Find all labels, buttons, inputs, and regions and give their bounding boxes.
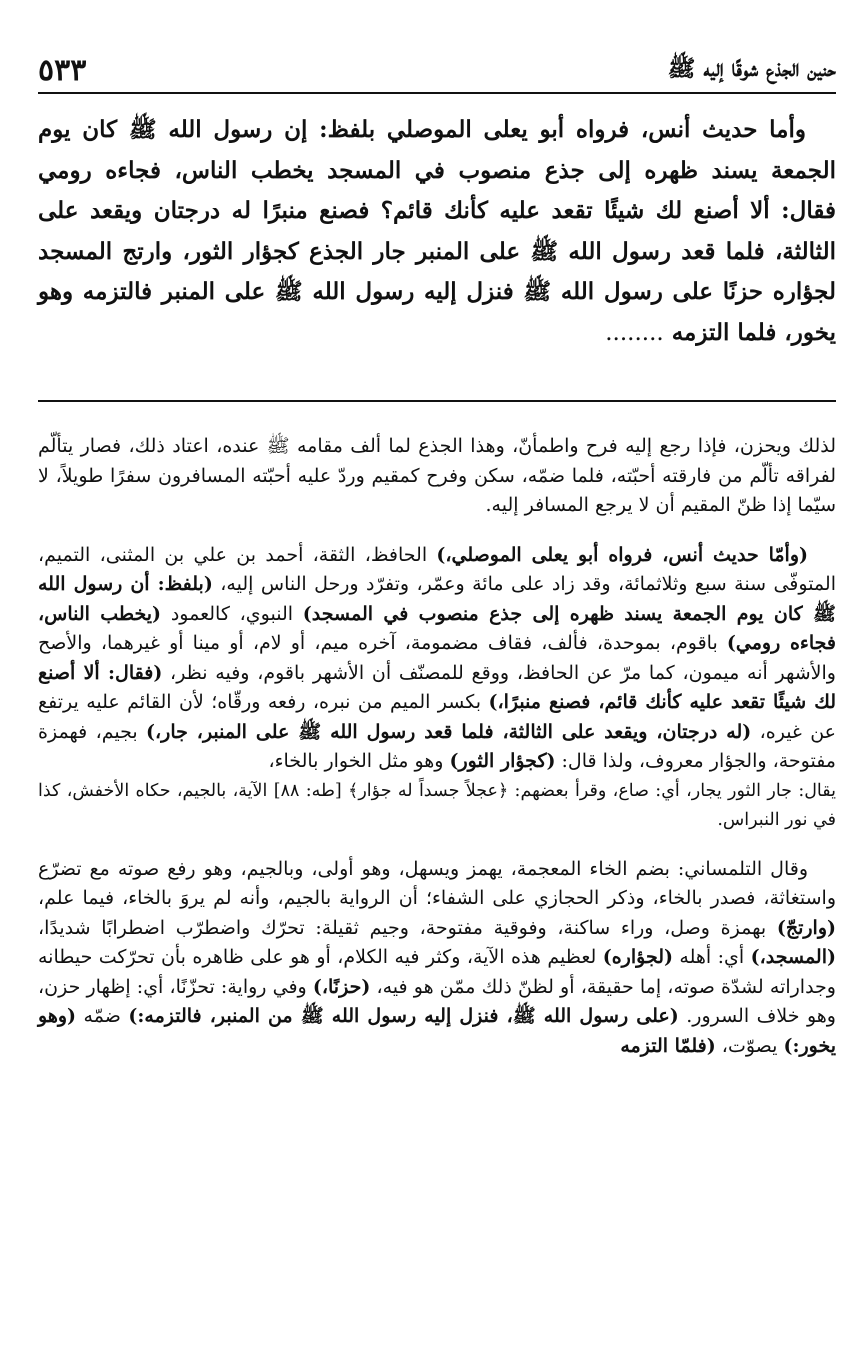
commentary-paragraph-1: لذلك ويحزن، فإذا رجع إليه فرح واطمأنّ، وهذا الجذع لما ألف مقامه ﷺ عنده، اعتاد ذلك، فصار يتألّم لفراقه تألّم من فارقته أحبّته، فلما ضمّه، سكن وفرح كمقيم وردّ عليه أحبّته المسافرون سفرًا طويلاً، لا سيّما إذا ظنّ المقيم أن لا يرجع المسافر إليه. bbox=[38, 435, 836, 516]
commentary-run: لعظيم هذه الآية، وكثر فيه الكلام، أو هو على ظاهره بأن تحرّكت حيطانه وجداراته لشدّة صوته، إما حقيقة، أو لظنّ ذلك ممّن هو فيه، bbox=[38, 946, 836, 998]
running-title: حنين الجذع شوقًا إليه ﷺ bbox=[667, 55, 836, 82]
commentary-run: الحافظ، الثقة، أحمد بن علي بن المثنى، التميم، المتوفّى سنة سبع وثلاثمائة، وقد زاد على مائة وعمّر، وتفرّد ورحل الناس إليه، bbox=[38, 543, 836, 595]
page-header bbox=[38, 40, 836, 94]
page-number: ٥٣٣ bbox=[38, 53, 87, 88]
quoted-matn-run: (المسجد،) bbox=[750, 946, 836, 968]
quoted-matn-run: (فلمّا التزمه bbox=[620, 1034, 716, 1057]
quoted-matn-run: (كجؤار الثور) bbox=[449, 750, 556, 772]
paragraph-gap bbox=[38, 521, 836, 541]
quoted-matn-run: (يخطب الناس، فجاءه رومي) bbox=[38, 602, 836, 654]
quoted-matn-run: (له درجتان، ويقعد على الثالثة، فلما قعد رسول الله ﷺ على المنبر، جار،) bbox=[146, 720, 752, 743]
matn-text-block bbox=[38, 110, 836, 353]
commentary-run: باقوم، بموحدة، فألف، فقاف مضمومة، آخره ميم، أو لام، أو مينا أو غيرهما، والأصح والأشهر أنه ميمون، كما مرّ عن الحافظ، ووقع للمصنّف أن الأشهر باقوم، وفيه نظر، bbox=[38, 632, 836, 684]
matn-text: وأما حديث أنس، فرواه أبو يعلى الموصلي بلفظ: إن رسول الله ﷺ كان يوم الجمعة يسند ظهره إلى جذع منصوب في المسجد يخطب الناس، فجاءه رومي فقال: ألا أصنع لك شيئًا تقعد عليه كأنك قائم؟ فصنع منبرًا له درجتان ويقعد على الثالثة، فلما قعد رسول الله ﷺ على المنبر جار الجذع كجؤار الثور، وارتج المسجد لجؤاره حزنًا على رسول الله ﷺ فنزل إليه رسول الله ﷺ على المنبر فالتزمه وهو يخور، فلما التزمه bbox=[38, 116, 836, 346]
matn-ellipsis: ........ bbox=[605, 319, 664, 346]
quoted-matn-run: (وارتجّ) bbox=[776, 916, 836, 939]
paragraph-gap bbox=[38, 835, 836, 855]
quoted-matn-run: (على رسول الله ﷺ، فنزل إليه رسول الله ﷺ من المنبر، فالتزمه:) bbox=[128, 1005, 679, 1027]
commentary-run: أي: أهله bbox=[673, 946, 751, 968]
commentary-run: بكسر الميم من نبره، رفعه ورقّاه؛ لأن القائم عليه يرتفع عن غيره، bbox=[38, 691, 837, 743]
quoted-matn-run: (فقال: ألا أصنع لك شيئًا تقعد عليه كأنك قائم، فصنع منبرًا،) bbox=[38, 661, 837, 713]
commentary-block bbox=[38, 432, 836, 1061]
commentary-paragraph-2 bbox=[38, 541, 836, 777]
quoted-matn-run: (وهو يخور:) bbox=[38, 1005, 836, 1057]
commentary-run: النبوي، كالعمود bbox=[161, 602, 303, 625]
commentary-run: بهمزة وصل، وراء ساكنة، وفوقية مفتوحة، وجيم ثقيلة: تحرّك واضطرّب اضطرابًا شديدًا، bbox=[38, 916, 777, 939]
commentary-run: بجيم، فهمزة مفتوحة، والجؤار معروف، ولذا قال: bbox=[38, 720, 836, 772]
separator-line bbox=[38, 400, 836, 402]
quoted-matn-run: (لجؤاره) bbox=[602, 946, 673, 968]
quoted-matn-run: (بلفظ: أن رسول الله ﷺ كان يوم الجمعة يسند ظهره إلى جذع منصوب في المسجد) bbox=[38, 573, 837, 625]
quoted-matn-run: (حزنًا،) bbox=[312, 975, 371, 998]
commentary-run: وهو مثل الخوار بالخاء، bbox=[268, 750, 450, 772]
commentary-run: يصوّت، bbox=[715, 1034, 784, 1057]
commentary-paragraph-4 bbox=[38, 855, 836, 1062]
commentary-run: وفي رواية: تحزّنًا، أي: إظهار حزن، وهو خلاف السرور. bbox=[38, 975, 836, 1027]
commentary-run: وقال التلمساني: بضم الخاء المعجمة، يهمز ويسهل، وهو أولى، وبالجيم، وهو رفع صوته مع تضرّع واستغاثة، فصدر بالخاء، وذكر الحجازي على الشفاء؛ أن الرواية بالجيم، وأنه لم يروَ بالخاء، فيما علم، bbox=[38, 857, 836, 909]
commentary-paragraph-3: يقال: جار الثور يجار، أي: صاع، وقرأ بعضهم: ﴿عجلاً جسداً له جؤار﴾ [طه: ٨٨] الآية، بالجيم، حكاه الأخفش، كذا في نور النبراس. bbox=[38, 780, 836, 830]
quoted-matn-run: (وأمّا حديث أنس، فرواه أبو يعلى الموصلي،) bbox=[436, 543, 808, 566]
commentary-run: ضمّه bbox=[76, 1005, 129, 1027]
matn-paragraph bbox=[38, 110, 836, 353]
